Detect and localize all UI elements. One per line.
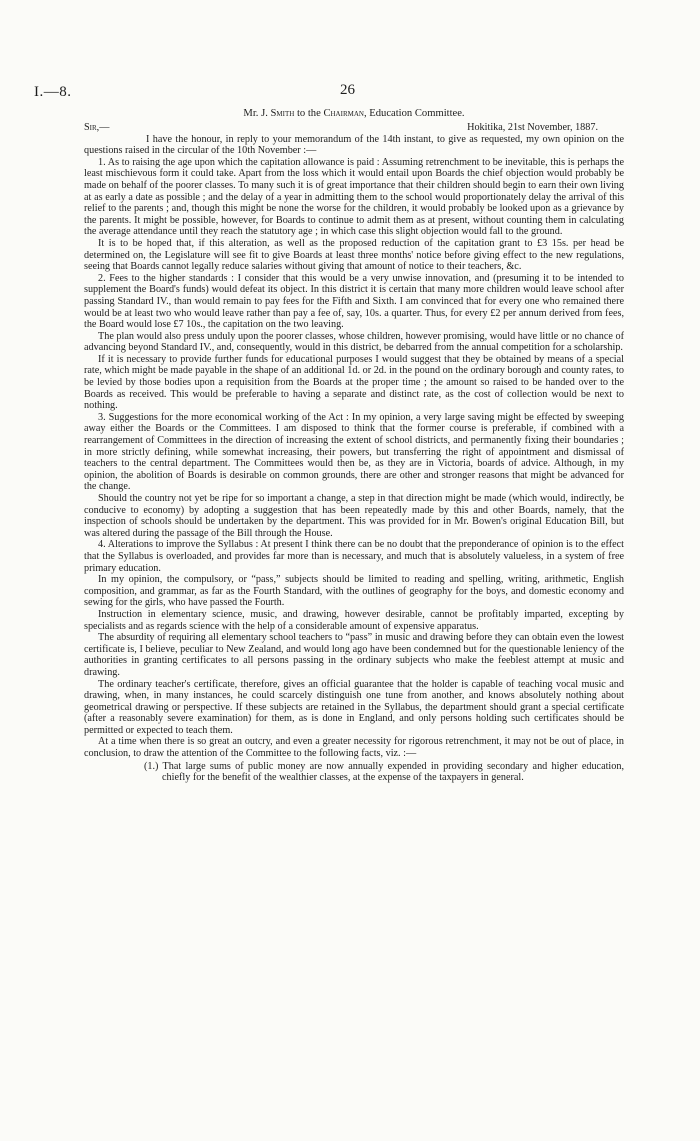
paragraph: Instruction in elementary science, music, and drawing, however desirable, cannot be profitably imparted, excepting by specialists and as regards science with the help of a considerable amount of expensive apparatus.: [84, 608, 624, 632]
paragraph: I have the honour, in reply to your memorandum of the 14th instant, to give as requested, my own opinion on the questions raised in the circular of the 10th November :—: [84, 133, 624, 157]
paragraph: Should the country not yet be ripe for so important a change, a step in that direction might be made (which would, indirectly, be conducive to economy) by adopting a suggestion that has been repeatedly made by this and other Boards, namely, that the inspection of schools should be undertaken by the department. This was provided for in Mr. Bowen's original Education Bill, but was altered during the passage of the Bill through the House.: [84, 493, 624, 539]
salutation-row: [84, 122, 624, 134]
author-name: Smith: [270, 108, 295, 119]
letter-title: Mr. J. Smith to the Chairman, Education Committee.: [243, 108, 465, 119]
paragraph: 4. Alterations to improve the Syllabus : At present I think there can be no doubt that the preponderance of opinion is to the effect that the Syllabus is overloaded, and provides far more than is necessary, and much that is absolutely valueless, in a system of free primary education.: [84, 539, 624, 574]
dateline: Hokitika, 21st November, 1887.: [467, 121, 598, 133]
paragraph: 1. As to raising the age upon which the capitation allowance is paid : Assuming retrenchment to be inevitable, this is perhaps the least mischievous form it could take. Apart from the loss which it would entail upon Boards the chief objection would probably be made on behalf of the poorer classes. To many such it is of great importance that their children should begin to earn their own living at as early a date as possible ; and the delay of a year in admitting them to the school would proportionately delay the arrival of this relief to the parents ; and, though this might be none the worse for the children, it would probably be looked upon as a grievance by the parents. It might be possible, however, for Boards to continue to admit them as at present, without counting them in calculating the average attendance until they reach the statutory age ; in which case this slight objection would fall to the ground.: [84, 156, 624, 238]
paragraph: 3. Suggestions for the more economical working of the Act : In my opinion, a very large saving might be effected by sweeping away either the Boards or the Committees. I am disposed to think that the former course is preferable, if combined with a rearrangement of Committees in the direction of increasing the extent of school districts, and permanently fixing their boundaries ; in more strictly defining, while somewhat increasing, their powers, but transferring the right of appointment and dismissal of teachers to the central department. The Committees would then be, as they are in Victoria, boards of advice. Although, in my opinion, the abolition of Boards is desirable on common grounds, there are other and stronger reasons that might be advanced for the change.: [84, 411, 624, 493]
letter-body: [84, 108, 624, 784]
recipient-title: Chairman: [323, 108, 364, 119]
paper-reference: I.—8.: [34, 84, 72, 100]
list-item: (1.) That large sums of public money are now annually expended in providing secondary and higher education, chiefly for the benefit of the wealthier classes, at the expense of the taxpayers in general.: [144, 760, 624, 784]
page-number: 26: [340, 82, 355, 98]
paragraph: It is to be hoped that, if this alteration, as well as the proposed reduction of the capitation grant to £3 15s. per head be determined on, the Legislature will see fit to give Boards at least three months' notice before giving effect to the new regulations, seeing that Boards cannot legally reduce salaries without giving that amount of notice to their teachers, &c.: [84, 237, 624, 273]
paragraph: The absurdity of requiring all elementary school teachers to “pass” in music and drawing before they can obtain even the lowest certificate is, I believe, peculiar to New Zealand, and would long ago have been condemned but for the questionable leniency of the authorities in granting certificates to all persons passing in the ordinary subjects who make the feeblest attempt at music and drawing.: [84, 632, 624, 678]
paragraph: In my opinion, the compulsory, or “pass,” subjects should be limited to reading and spelling, writing, arithmetic, English composition, and grammar, as far as the Fourth Standard, with the outlines of geography for the boys, and domestic economy and sewing for the girls, who have passed the Fourth.: [84, 574, 624, 609]
paragraph: If it is necessary to provide further funds for educational purposes I would suggest that they be obtained by means of a special rate, which might be made payable in the shape of an additional 1d. or 2d. in the pound on the ordinary borough and county rates, to be levied by those bodies upon a requisition from the Boards at the proper time ; the amount so raised to be handed over to the Boards as received. This would be preferable to having a separate and distinct rate, as the cost of collection would be next to nothing.: [84, 353, 624, 412]
paragraph: The plan would also press unduly upon the poorer classes, whose children, however promising, would have little or no chance of advancing beyond Standard IV., and, consequently, would in this district, be debarred from the annual competition for a scholarship.: [84, 330, 624, 354]
paragraph: 2. Fees to the higher standards : I consider that this would be a very unwise innovation, and (presuming it to be intended to supplement the Board's funds) would defeat its object. In this district it is certain that many more children would leave school after passing Standard IV., than would remain to pay fees for the Fifth and Sixth. I am convinced that for every one who remained there would be at least two who would leave rather than pay a fee of, say, 10s. a quarter. Thus, for every £2 per annum derived from fees, the Board would lose £7 10s., the capitation on the two leaving.: [84, 272, 624, 331]
paragraph: The ordinary teacher's certificate, therefore, gives an official guarantee that the holder is capable of teaching vocal music and drawing, when, in many instances, he could scarcely distinguish one tune from another, and knows absolutely nothing about geometrical drawing or perspective. If these subjects are retained in the Syllabus, the department should grant a special certificate (after a reasonably severe examination) for them, as is done in England, and only persons holding such certificates should be permitted or expected to teach them.: [84, 678, 624, 736]
paragraph: At a time when there is so great an outcry, and even a greater necessity for rigorous retrenchment, it may not be out of place, in conclusion, to draw the attention of the Committee to the following facts, viz. :—: [84, 736, 624, 760]
salutation: Sir,—: [84, 121, 110, 133]
